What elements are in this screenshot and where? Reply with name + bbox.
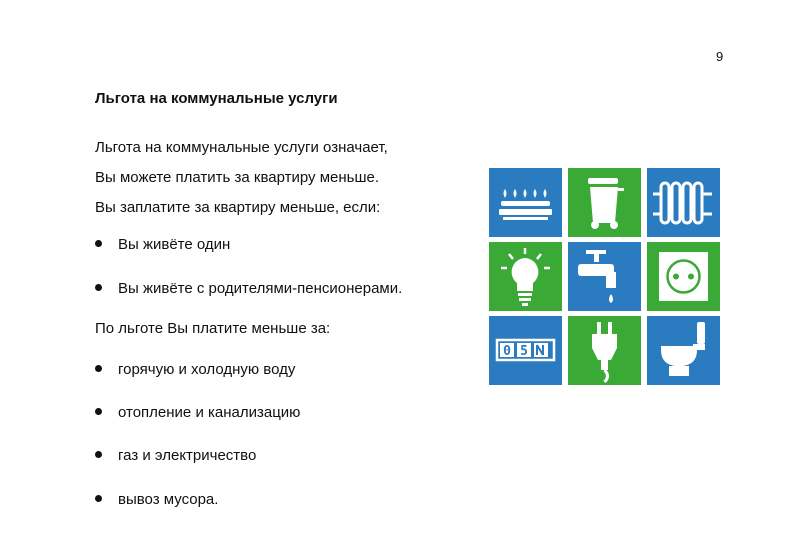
svg-text:0: 0 (503, 344, 511, 359)
service-text: отопление и канализацию (118, 404, 301, 421)
meter-icon (489, 316, 562, 385)
condition-text: Вы живёте с родителями-пенсионерами. (118, 280, 403, 297)
intro-line-1: Льгота на коммунальные услуги означает, (95, 139, 388, 156)
intro-line-3: Вы заплатите за квартиру меньше, если: (95, 199, 381, 216)
service-text: вывоз мусора. (118, 491, 219, 508)
svg-text:5: 5 (520, 344, 528, 359)
bullet-dot (95, 408, 102, 415)
bullet-dot (95, 284, 102, 291)
intro-line-2: Вы можете платить за квартиру меньше. (95, 169, 380, 186)
service-item-3 (95, 447, 256, 464)
discount-intro: По льготе Вы платите меньше за: (95, 320, 331, 337)
condition-item-2 (95, 280, 402, 297)
condition-item-1 (95, 236, 230, 253)
service-text: газ и электричество (118, 447, 257, 464)
water-tap-icon (568, 242, 641, 311)
bullet-dot (95, 365, 102, 372)
bullet-dot (95, 240, 102, 247)
condition-text: Вы живёте один (118, 236, 231, 253)
radiator-icon (647, 168, 720, 237)
electric-plug-icon (568, 316, 641, 385)
bullet-dot (95, 451, 102, 458)
toilet-icon (647, 316, 720, 385)
trash-bin-icon (568, 168, 641, 237)
bullet-dot (95, 495, 102, 502)
service-item-1 (95, 361, 295, 378)
power-socket-icon (647, 242, 720, 311)
service-item-2 (95, 404, 300, 421)
light-bulb-icon (489, 242, 562, 311)
service-item-4 (95, 491, 218, 508)
gas-stove-icon (489, 168, 562, 237)
page-heading: Льгота на коммунальные услуги (95, 90, 338, 107)
utilities-icon-grid (489, 168, 720, 385)
service-text: горячую и холодную воду (118, 361, 296, 378)
page-number: 9 (716, 49, 724, 64)
